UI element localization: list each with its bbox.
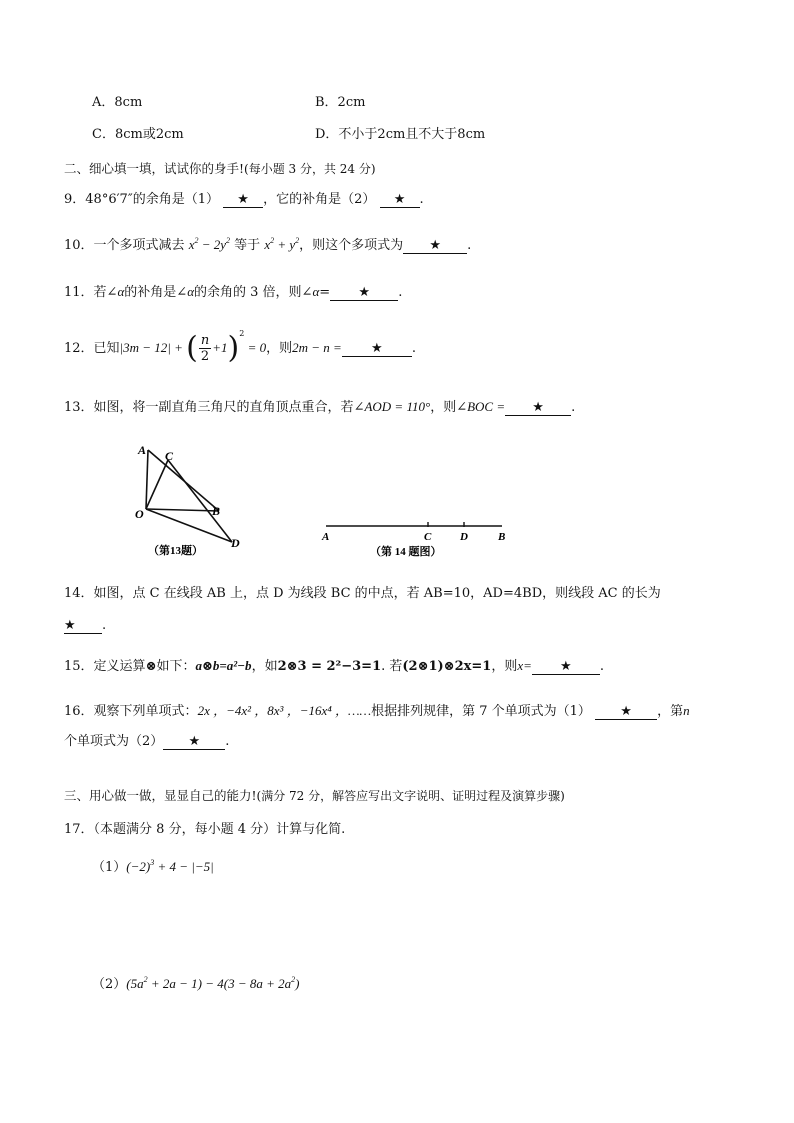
q15-text4: . 若 [381, 659, 403, 674]
question-16 [64, 702, 690, 721]
q12-fraction: $\frac{n}{2}$ [200, 333, 210, 364]
otimes-icon: ⊗ [145, 659, 157, 674]
figure-13 [128, 438, 258, 562]
q15-text1: 定义运算 [93, 659, 146, 674]
q16-blank-1[interactable]: ★ [595, 705, 657, 720]
q17-part1 [92, 858, 214, 877]
q14-blank[interactable]: ★ [64, 619, 102, 634]
q17-part1-label: （1） [92, 860, 127, 875]
q10-expr2: $x^2 + y^2$ [264, 236, 300, 252]
q14-text: 如图，点 C 在线段 AB 上，点 D 为线段 BC 的中点，若 AB=10，AD=4BD，则线段 AC 的长为 [93, 586, 661, 601]
q15-text2: 如下： [156, 659, 196, 674]
q13-end: . [571, 400, 576, 415]
q10-text2: 等于 [234, 238, 261, 253]
q9-text1: 的余角是（1） [132, 192, 219, 207]
q11-alpha-3: α [312, 284, 320, 299]
q16-text3: ，第 [657, 704, 684, 719]
q13-ask: ∠BOC = [456, 399, 506, 414]
q11-end: . [398, 285, 403, 300]
q11-text4: = [319, 285, 331, 300]
q16-number: 16． [64, 704, 94, 719]
q16-terms: 2x ，−4x² ，8x³ ，−16x⁴ ，…… [197, 703, 372, 718]
q12-eq-zero: = 0 [244, 340, 267, 355]
q12-end: . [411, 341, 416, 356]
q15-blank[interactable]: ★ [532, 660, 600, 675]
q15-text5: ，则 [491, 659, 518, 674]
q13-number: 13． [64, 400, 94, 415]
q13-blank[interactable]: ★ [505, 401, 571, 416]
q13-condition: ∠AOD = 110° [353, 399, 431, 414]
q14-end: . [102, 618, 107, 633]
q17-part2-expr: $(5a^2 + 2a - 1) - 4(3 - 8a + 2a^2)$ [126, 975, 300, 991]
q15-number: 15． [64, 659, 94, 674]
question-12: 12．已知|3m − 12| + ( $\frac{n}{2}$ +1)$^2$ = 0，则2m − n = ★ . [64, 329, 416, 366]
q12-text1: 已知 [93, 341, 120, 356]
q12-plus-one: +1 [212, 340, 228, 355]
option-b: B．2cm [315, 95, 366, 110]
q12-expr: 2m − n = [292, 340, 342, 355]
q9-blank-1[interactable]: ★ [223, 193, 263, 208]
q12-text2: ，则 [266, 341, 293, 356]
q15-text3: ，如 [251, 659, 278, 674]
section3-note: (满分 72 分，解答应写出文字说明、证明过程及演算步骤) [256, 789, 565, 803]
section3-title: 三、用心做一做，显显自己的能力! [64, 788, 257, 803]
q14-number: 14． [64, 586, 94, 601]
fig14-label-d: D [460, 531, 468, 543]
question-10 [64, 236, 471, 255]
q16-text4: 个单项式为（2） [64, 734, 164, 749]
q11-text3: 的余角的 3 倍，则∠ [194, 285, 313, 300]
q17-number: 17． [64, 822, 94, 837]
question-14 [64, 585, 661, 603]
q13-text2: ，则 [430, 400, 457, 415]
question-14-line2 [64, 617, 106, 635]
q11-text2: 的补角是∠ [124, 285, 188, 300]
q12-number: 12． [64, 341, 94, 356]
fig13-label-a: A [138, 443, 147, 457]
section2-note: (每小题 3 分，共 24 分) [244, 162, 376, 176]
fig14-label-c: C [424, 531, 432, 543]
q15-example: 2⊗3 = 2²−3=1 [277, 659, 382, 674]
q9-angle: 48°6′7″ [85, 192, 133, 207]
q11-blank[interactable]: ★ [330, 286, 398, 301]
q10-blank[interactable]: ★ [403, 239, 467, 254]
q12-blank[interactable]: ★ [342, 342, 412, 357]
section2-title: 二、细心填一填，试试你的身手! [64, 161, 245, 176]
fig13-caption: （第13题） [148, 545, 203, 557]
q9-end: . [419, 192, 424, 207]
q16-end: . [225, 734, 230, 749]
q16-text2: 根据排列规律，第 7 个单项式为（1） [371, 704, 591, 719]
fig14-caption: （第 14 题图） [370, 546, 442, 558]
q10-expr1: $x^2 - 2y^2$ [188, 236, 231, 252]
fig13-label-c: C [165, 449, 174, 463]
figure-14 [318, 518, 518, 562]
q17-part1-expr: $(-2)^3 + 4 - |-5|$ [126, 858, 214, 874]
q12-abs-expr: |3m − 12| + [119, 340, 187, 355]
q9-blank-2[interactable]: ★ [380, 193, 420, 208]
question-9 [64, 191, 424, 209]
option-a: A．8cm [92, 95, 143, 110]
q13-text1: 如图，将一副直角三角尺的直角顶点重合，若 [93, 400, 354, 415]
q10-text1: 一个多项式减去 [93, 238, 185, 253]
question-17 [64, 821, 345, 839]
q16-text1: 观察下列单项式： [93, 704, 198, 719]
q10-text3: ，则这个多项式为 [299, 238, 404, 253]
q11-alpha-2: α [187, 284, 195, 299]
section2-heading [64, 160, 376, 178]
q12-paren-close: ) [227, 330, 240, 366]
question-11 [64, 283, 402, 302]
q9-number: 9． [64, 192, 86, 207]
fig14-label-a: A [322, 531, 330, 543]
question-16-line2 [64, 733, 229, 751]
question-15 [64, 657, 604, 676]
q16-blank-2[interactable]: ★ [163, 735, 225, 750]
option-d: D．不小于2cm且不大于8cm [315, 127, 486, 142]
q12-paren-open: ( [186, 330, 198, 366]
q11-alpha-1: α [117, 284, 125, 299]
fig13-label-b: B [212, 504, 221, 518]
q15-end: . [599, 659, 605, 674]
q17-part2 [92, 975, 300, 994]
q9-text2: ，它的补角是（2） [263, 192, 376, 207]
q15-definition: a⊗b=a²−b [195, 658, 252, 673]
section3-heading [64, 787, 565, 805]
q11-number: 11． [64, 285, 94, 300]
q10-number: 10． [64, 238, 94, 253]
q11-text1: 若∠ [93, 285, 118, 300]
q17-text: （本题满分 8 分，每小题 4 分）计算与化简. [93, 822, 346, 837]
q15-condition: (2⊗1)⊗2x=1 [402, 659, 492, 674]
fig13-label-d: D [231, 536, 240, 550]
q10-end: . [467, 238, 472, 253]
option-c: C．8cm或2cm [92, 127, 184, 142]
question-13 [64, 398, 575, 417]
fig13-label-o: O [135, 507, 144, 521]
q17-part2-label: （2） [92, 977, 127, 992]
fig14-label-b: B [498, 531, 506, 543]
q15-ask: x= [517, 658, 532, 673]
q16-n: n [683, 703, 690, 718]
